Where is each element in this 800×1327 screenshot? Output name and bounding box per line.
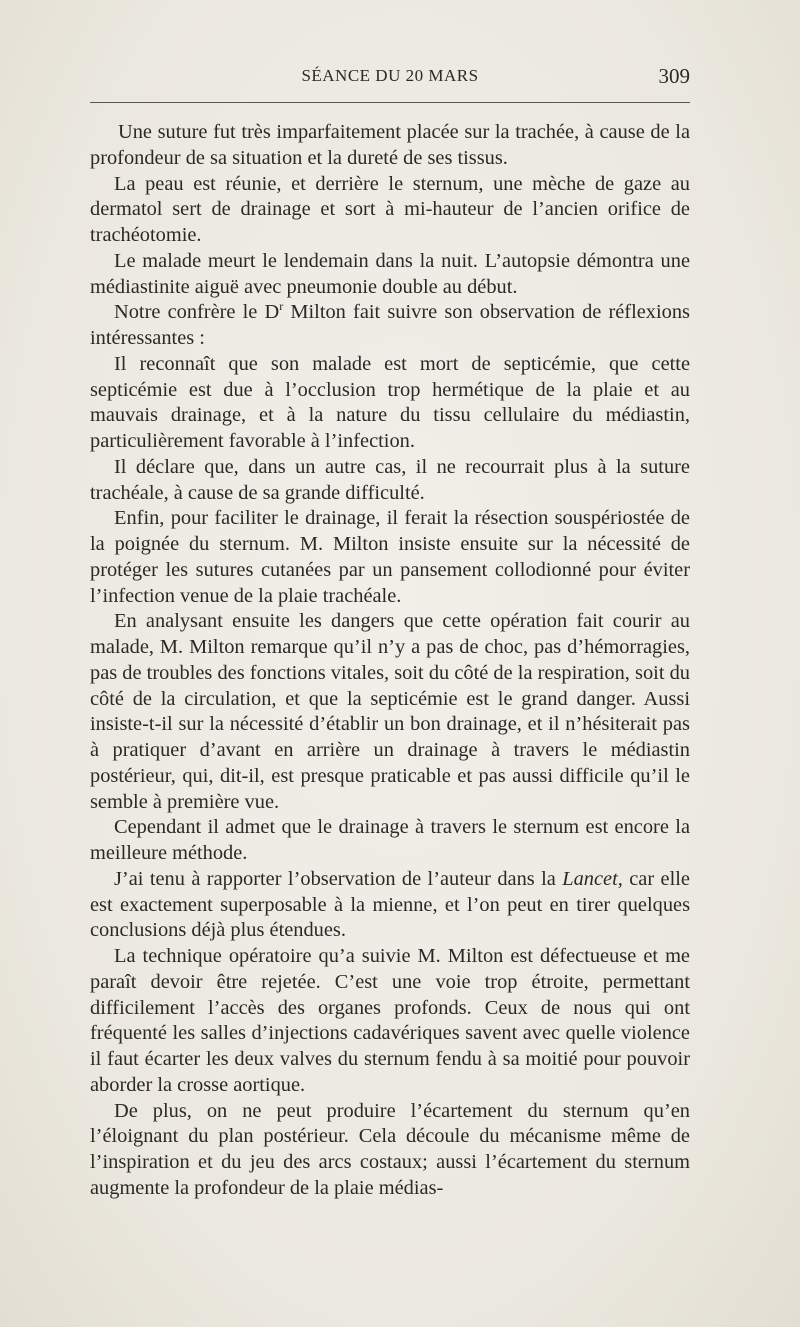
- paragraph: De plus, on ne peut produire l’écartement du sternum qu’en l’éloignant du plan postérieur. Cela découle du mécanisme même de l’inspiration et du jeu des arcs costaux; aussi l’écartement du sternum augmente la profondeur de la plaie médias-: [90, 1099, 690, 1199]
- paragraph-text: Notre confrère le D: [114, 301, 280, 324]
- paragraph: Une suture fut très imparfaitement placée sur la trachée, à cause de la profondeur de sa situation et la dureté de ses tissus.: [90, 121, 690, 169]
- paragraph: Cependant il admet que le drainage à travers le sternum est encore la meilleure méthode.: [90, 816, 690, 864]
- paragraph: Le malade meurt le lendemain dans la nuit. L’autopsie démontra une médiastinite aiguë avec pneumonie double au début.: [90, 249, 690, 298]
- page-number: 309: [658, 64, 690, 88]
- paragraph: Il déclare que, dans un autre cas, il ne recourrait plus à la suture trachéale, à cause de sa grande difficulté.: [90, 455, 690, 504]
- paragraph: Il reconnaît que son malade est mort de septicémie, que cette septicémie est due à l’occlusion trop hermétique de la plaie et au mauvais drainage, et à la nature du tissu cellulaire du médiastin, particulièrement favorable à l’infection.: [90, 352, 690, 452]
- paragraph-text: Milton fait suivre son observation de réflexions intéressantes :: [90, 301, 690, 349]
- paragraph: Enfin, pour faciliter le drainage, il ferait la résection souspériostée de la poignée du sternum. M. Milton insiste ensuite sur la nécessité de protéger les sutures cutanées par un pansement collodionné pour éviter l’infection venue de la plaie trachéale.: [90, 507, 690, 607]
- page-header: [90, 62, 690, 103]
- paragraph: En analysant ensuite les dangers que cette opération fait courir au malade, M. Milton remarque qu’il n’y a pas de choc, pas d’hémorragies, pas de troubles des fonctions vitales, soit du côté de la respiration, soit du côté de la circulation, et que la septicémie est le grand danger. Aussi insiste-t-il sur la nécessité d’établir un bon drainage, et il n’hésiterait pas à pratiquer d’avant en arrière un drainage à travers le médiastin postérieur, qui, dit-il, est presque praticable et pas aussi difficile qu’il le semble à première vue.: [90, 610, 690, 813]
- body-text: [90, 120, 690, 1202]
- running-head: SÉANCE DU 20 MARS: [301, 66, 479, 85]
- superscript: r: [279, 299, 284, 314]
- paragraph-text: car elle est exactement superposable à la mienne, et l’on peut en tirer quelques conclusions déjà plus étendues.: [90, 867, 690, 942]
- journal-title: Lancet,: [562, 867, 623, 890]
- paragraph: [90, 300, 690, 352]
- paragraph: [90, 867, 690, 944]
- paragraph-text: J’ai tenu à rapporter l’observation de l’auteur dans la: [114, 867, 563, 890]
- paragraph: La peau est réunie, et derrière le sternum, une mèche de gaze au dermatol sert de drainage et sort à mi-hauteur de l’ancien orifice de trachéotomie.: [90, 172, 690, 246]
- paragraph: La technique opératoire qu’a suivie M. Milton est défectueuse et me paraît devoir être rejetée. C’est une voie trop étroite, permettant difficilement l’accès des organes profonds. Ceux de nous qui ont fréquenté les salles d’injections cadavériques savent avec quelle violence il faut écarter les deux valves du sternum fendu à sa moitié pour pouvoir aborder la crosse aortique.: [90, 945, 690, 1096]
